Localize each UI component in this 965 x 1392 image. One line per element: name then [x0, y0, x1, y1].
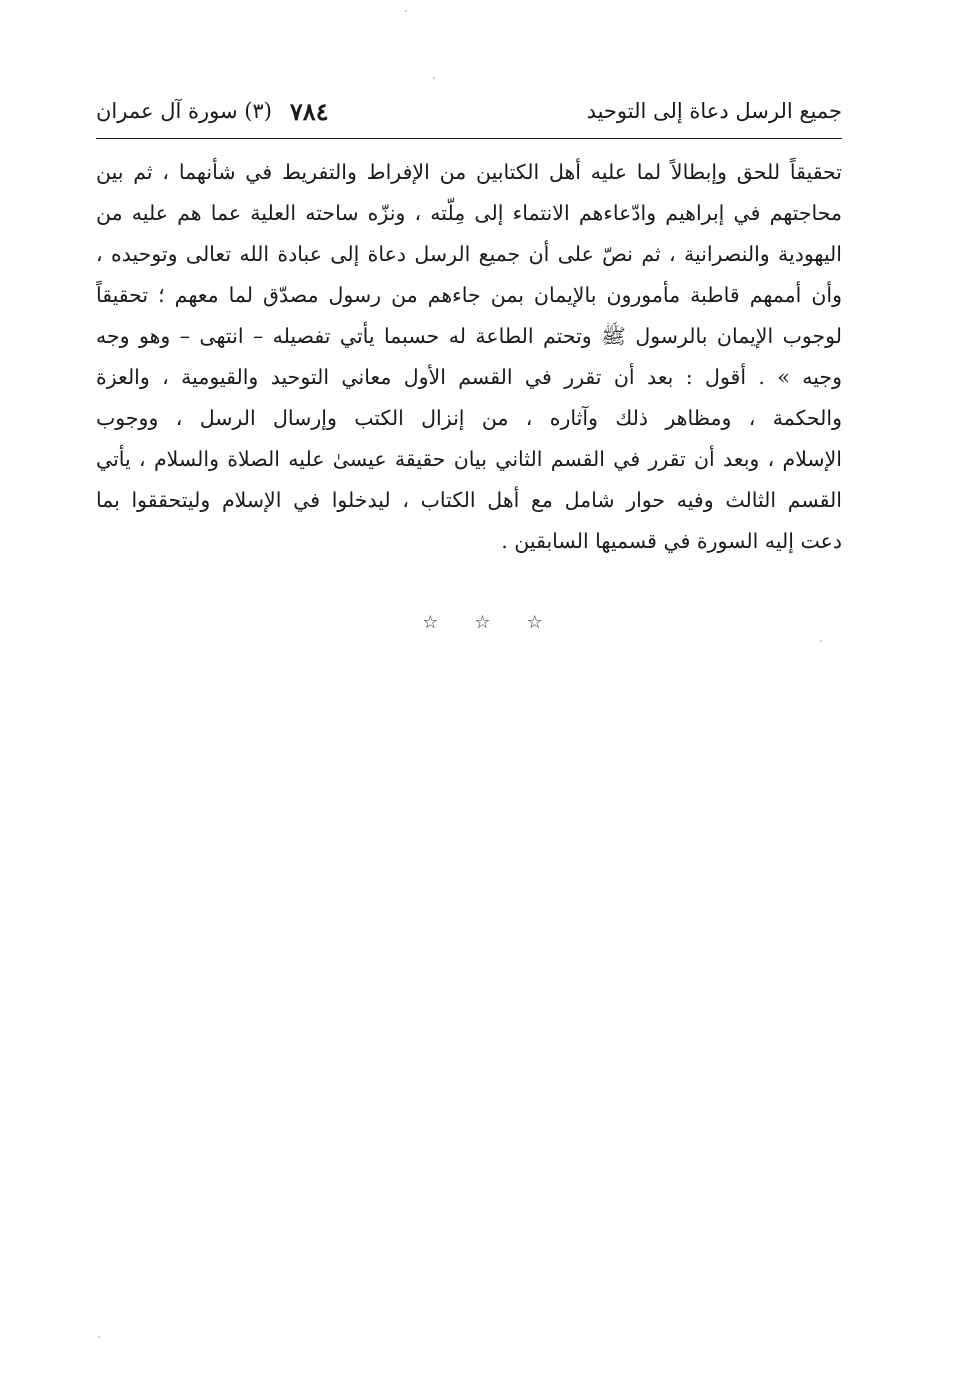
chapter-title: جميع الرسل دعاة إلى التوحيد	[586, 99, 842, 123]
running-head	[96, 88, 842, 134]
text-line: تحقيقاً للحق وإبطالاً لما عليه أهل الكتابين من الإفراط والتفريط في شأنهما ، ثم بين	[96, 160, 842, 184]
section-separator	[0, 612, 965, 633]
star-icon: ☆	[474, 612, 491, 633]
text-line: والحكمة ، ومظاهر ذلك وآثاره ، من إنزال الكتب وإرسال الرسل ، ووجوب	[96, 406, 842, 430]
surah-label: (٣) سورة آل عمران	[96, 99, 272, 123]
text-line: وأن أممهم قاطبة مأمورون بالإيمان بمن جاءهم من رسول مصدّق لما معهم ؛ تحقيقاً	[96, 283, 842, 307]
running-head-right	[96, 97, 329, 126]
text-line: محاجتهم في إبراهيم وادّعاءهم الانتماء إلى مِلّته ، ونزّه ساحته العلية عما هم عليه من	[96, 201, 842, 225]
text-line: الإسلام ، وبعد أن تقرر في القسم الثاني بيان حقيقة عيسىٰ عليه الصلاة والسلام ، يأتي	[96, 447, 842, 471]
header-rule	[96, 138, 842, 139]
text-line: القسم الثالث وفيه حوار شامل مع أهل الكتاب ، ليدخلوا في الإسلام وليتحققوا بما	[96, 488, 842, 512]
body-text	[96, 152, 842, 562]
scan-speck	[433, 77, 435, 79]
star-icon: ☆	[422, 612, 439, 633]
text-line-last: دعت إليه السورة في قسميها السابقين .	[501, 529, 842, 553]
scan-speck	[98, 1336, 100, 1338]
page-number: ٧٨٤	[289, 96, 329, 126]
star-icon: ☆	[526, 612, 543, 633]
text-line: وجيه » . أقول : بعد أن تقرر في القسم الأول معاني التوحيد والقيومية ، والعزة	[96, 365, 842, 389]
scan-speck	[820, 640, 822, 642]
scan-speck	[405, 10, 407, 12]
text-line: لوجوب الإيمان بالرسول ﷺ وتحتم الطاعة له حسبما يأتي تفصيله – انتهى – وهو وجه	[96, 324, 842, 348]
text-line: اليهودية والنصرانية ، ثم نصّ على أن جميع الرسل دعاة إلى عبادة الله تعالى وتوحيده ،	[96, 242, 842, 266]
